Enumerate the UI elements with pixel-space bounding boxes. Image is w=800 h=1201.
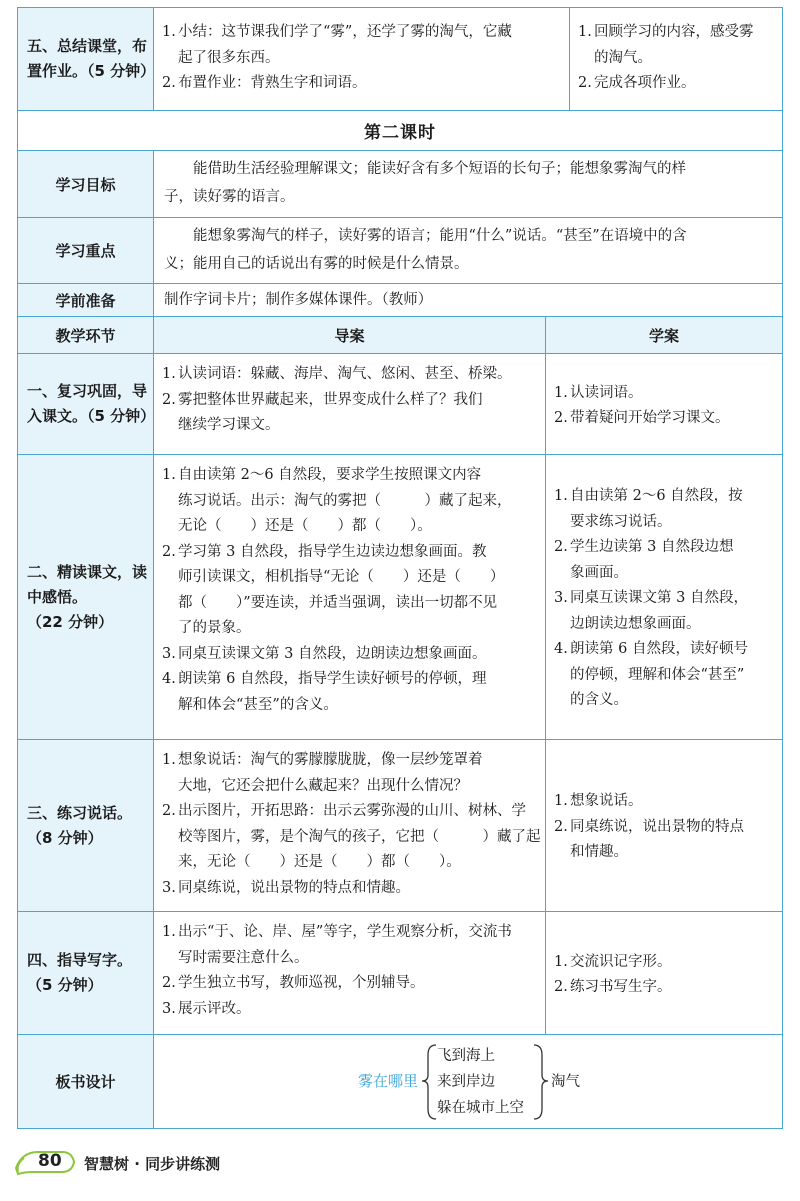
list-item: 4. 朗读第 6 自然段，指导学生读好顿号的停顿，理 解和体会“甚至”的含义。 — [162, 671, 487, 713]
list-item: 3. 同桌互读课文第 3 自然段， 边朗读边想象画面。 — [554, 590, 748, 632]
page-number: 80 — [38, 1151, 62, 1171]
list-item: 2. 学生边读第 3 自然段边想 象画面。 — [554, 539, 734, 581]
focus-text: 能想象雾淘气的样子，读好雾的语言；能用“什么”说话。“甚至”在语境中的含 义；能用自己的话说出有雾的时候是什么情景。 — [164, 228, 687, 272]
stage-cell: 三、练习说话。 （8 分钟） — [18, 740, 154, 911]
list-item: 1. 认读词语：躲藏、海岸、淘气、悠闲、甚至、桥梁。 — [162, 366, 512, 382]
guide-cell — [154, 455, 546, 739]
section-two-row — [18, 455, 782, 740]
focus-row — [18, 218, 782, 284]
lesson-title: 第二课时 — [18, 111, 782, 151]
board-result: 淘气 — [551, 1074, 580, 1090]
lesson-plan-table — [17, 7, 783, 1129]
list-item: 1. 交流识记字形。 — [554, 953, 672, 970]
stage-line: 置作业。（5 分钟） — [27, 62, 156, 80]
section-five-row — [18, 8, 782, 111]
list-item: 2. 出示图片，开拓思路：出示云雾弥漫的山川、树林、学 校等图片，雾，是个淘气的孩子，它把（ ）藏了起 来，无论（ ）还是（ ）都（ ）。 — [162, 803, 541, 870]
study-cell — [546, 912, 782, 1034]
guide-cell — [154, 8, 570, 110]
list-item: 2. 练习书写生字。 — [554, 979, 672, 995]
table-header — [18, 317, 782, 354]
goals-label: 学习目标 — [18, 151, 154, 217]
stage-cell: 四、指导写字。 （5 分钟） — [18, 912, 154, 1034]
stage-line: 五、总结课堂，布 — [27, 37, 148, 55]
list-item: 2. 布置作业：背熟生字和词语。 — [162, 75, 367, 91]
list-item: 1. 自由读第 2～6 自然段，按 要求练习说话。 — [554, 488, 743, 530]
list-item: 3. 展示评改。 — [162, 1000, 251, 1017]
board-branches: 飞到海上 来到岸边 躲在城市上空 — [437, 1048, 524, 1116]
section-three-row — [18, 740, 782, 912]
guide-cell — [154, 354, 546, 454]
prep-row — [18, 284, 782, 317]
page-footer — [14, 1148, 274, 1178]
focus-label: 学习重点 — [18, 218, 154, 283]
prep-text: 制作字词卡片；制作多媒体课件。（教师） — [164, 292, 433, 308]
list-item: 2. 学生独立书写，教师巡视，个别辅导。 — [162, 975, 425, 991]
stage-cell — [18, 8, 154, 110]
list-item: 1. 回顾学习的内容，感受雾 的淘气。 — [578, 24, 754, 66]
list-item: 1. 出示“于、论、岸、屋”等字，学生观察分析，交流书 写时需要注意什么。 — [162, 924, 512, 966]
section-one-row — [18, 354, 782, 455]
goals-text: 能借助生活经验理解课文；能读好含有多个短语的长句子；能想象雾淘气的样 子，读好雾的语言。 — [164, 161, 686, 205]
list-item: 1. 认读词语。 — [554, 384, 643, 401]
stage-cell: 二、精读课文，读 中感悟。 （22 分钟） — [18, 455, 154, 739]
publisher-title: 智慧树 · 同步讲练测 — [84, 1155, 221, 1173]
list-item: 2. 完成各项作业。 — [578, 75, 696, 91]
header-study: 学案 — [648, 326, 679, 345]
section-four-row — [18, 912, 782, 1035]
study-cell — [546, 354, 782, 454]
list-item: 1. 小结：这节课我们学了“雾”，还学了雾的淘气，它藏 起了很多东西。 — [162, 24, 512, 66]
prep-label: 学前准备 — [18, 284, 154, 316]
list-item: 2. 同桌练说，说出景物的特点 和情趣。 — [554, 818, 744, 861]
list-item: 4. 朗读第 6 自然段，读好顿号 的停顿，理解和体会“甚至” 的含义。 — [554, 641, 748, 709]
study-cell — [570, 8, 784, 110]
list-item: 2. 雾把整体世界藏起来，世界变成什么样了？我们 继续学习课文。 — [162, 391, 483, 433]
list-item: 1. 自由读第 2～6 自然段，要求学生按照课文内容 练习说话。出示：淘气的雾把（ ）藏了起来， 无论（ ）还是（ ）都（ ）。 — [162, 467, 512, 534]
study-cell — [546, 740, 782, 911]
list-item: 2. 带着疑问开始学习课文。 — [554, 410, 730, 426]
guide-cell — [154, 912, 546, 1034]
study-cell — [546, 455, 782, 739]
goals-row — [18, 151, 782, 218]
list-item: 2. 学习第 3 自然段，指导学生边读边想象画面。教 师引读课文，相机指导“无论（ ）还是（ ） 都（ ）”要连读，并适当强调，读出一切都不见 了的景象。 — [162, 543, 505, 636]
board-center-text: 雾在哪里 — [358, 1072, 419, 1090]
board-label: 板书设计 — [18, 1035, 154, 1128]
list-item: 3. 同桌互读课文第 3 自然段，边朗读边想象画面。 — [162, 645, 487, 662]
board-row — [18, 1035, 782, 1128]
list-item: 1. 想象说话：淘气的雾朦朦胧胧，像一层纱笼罩着 大地，它还会把什么藏起来？出现什么情况？ — [162, 752, 483, 794]
board-diagram — [154, 1035, 782, 1128]
header-stage: 教学环节 — [18, 317, 154, 353]
header-guide: 导案 — [154, 317, 546, 353]
list-item: 1. 想象说话。 — [554, 793, 643, 810]
list-item: 3. 同桌练说，说出景物的特点和情趣。 — [162, 879, 410, 896]
guide-cell — [154, 740, 546, 911]
stage-cell: 一、复习巩固，导 入课文。（5 分钟） — [18, 354, 154, 454]
